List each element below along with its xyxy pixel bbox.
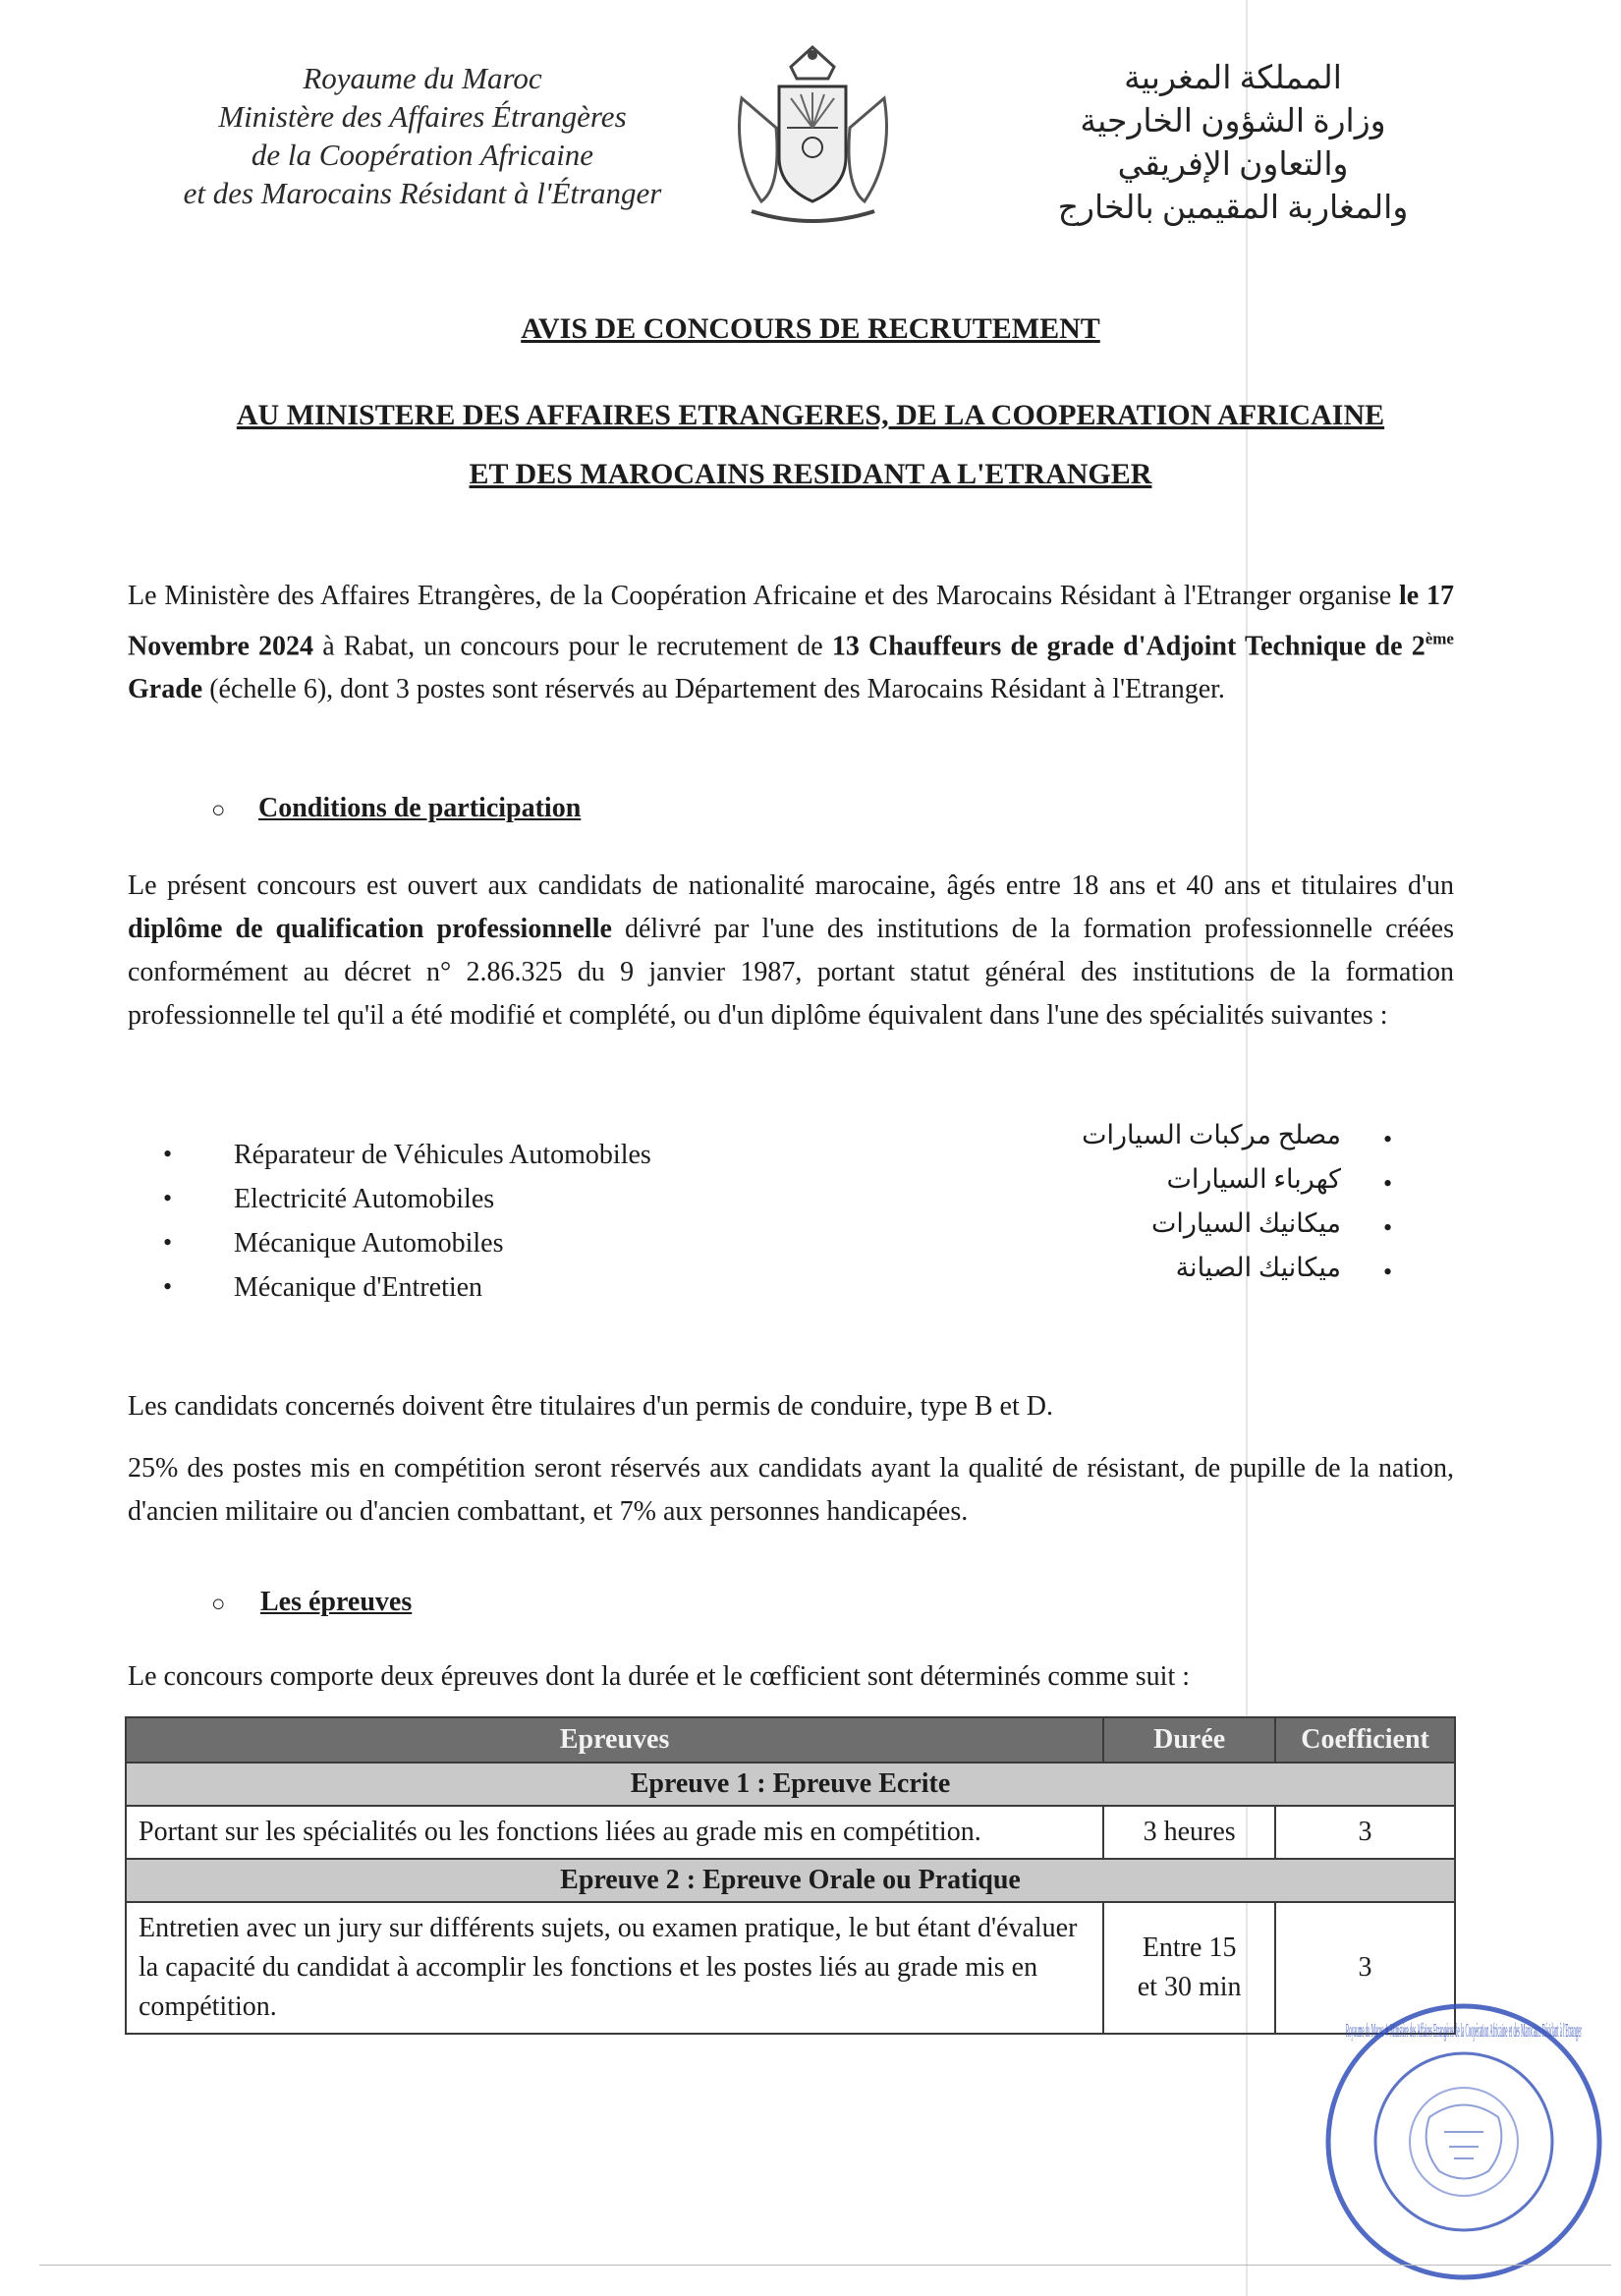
- epreuves-table: [125, 1716, 1456, 2035]
- header-left-line: et des Marocains Résidant à l'Étranger: [183, 176, 662, 210]
- table-row: [126, 1806, 1455, 1859]
- conditions-text: délivré par l'une des institutions de la formation professionnelle créées conformément au décret n° 2.86.325 du 9 janvier 1987, portant statut général des institutions de la formation professionnelle tel qu'il a été modifié et complété, ou d'un diplôme équivalent dans l'une des spécialités suivantes :: [128, 914, 1455, 1031]
- title-ministere: AU MINISTERE DES AFFAIRES ETRANGERES, DE LA COOPERATION AFRICAINE: [236, 399, 1385, 431]
- header-right-line: والتعاون الإفريقي: [1117, 147, 1349, 183]
- intro-city: à Rabat: [313, 631, 409, 662]
- intro-date: le 17 Novembre 2024: [128, 581, 1454, 662]
- intro-positions: 13 Chauffeurs de grade d'Adjoint Technique de 2: [831, 631, 1425, 662]
- list-bullet: •: [1383, 1213, 1393, 1242]
- intro-text: Le Ministère des Affaires Etrangères, de la Coopération Africaine et des Marocains Résidant à l'Etranger organise: [128, 581, 1399, 611]
- specialty-ar-item: كهرباء السيارات: [1166, 1164, 1341, 1194]
- table-header-row: [126, 1717, 1455, 1763]
- table-subheader-row: [126, 1763, 1455, 1806]
- reserve-paragraph: 25% des postes mis en compétition seront réservés aux candidats ayant la qualité de résistant, de pupille de la nation, d'ancien militaire ou d'ancien combattant, et 7% aux personnes handicapées.: [128, 1453, 1454, 1527]
- header-left-line: de la Coopération Africaine: [251, 138, 594, 172]
- specialty-ar-item: ميكانيك الصيانة: [1175, 1253, 1341, 1282]
- epreuve-1-description: Portant sur les spécialités ou les fonctions liées au grade mis en compétition.: [126, 1806, 1103, 1859]
- conditions-text: Le présent concours est ouvert aux candidats de nationalité marocaine, âgés entre 18 ans et 40 ans et titulaires d'un: [128, 870, 1454, 901]
- header-epreuves: Epreuves: [126, 1717, 1103, 1763]
- epreuve-2-coefficient: 3: [1275, 1902, 1455, 2034]
- title-marocains: ET DES MAROCAINS RESIDANT A L'ETRANGER: [469, 458, 1152, 490]
- epreuve-1-duree: 3 heures: [1103, 1806, 1275, 1859]
- specialty-fr-item: Electricité Automobiles: [234, 1184, 495, 1214]
- stamp-label: Royaume du Maroc ★ Ministère des Affaires Etrangères de la Coopération Africaine et des Marocains Résidant à l'Etranger: [1346, 2020, 1583, 2042]
- intro-text: , un concours pour le recrutement de: [408, 631, 832, 662]
- header-coefficient: Coefficient: [1275, 1717, 1455, 1763]
- header-left-line: Royaume du Maroc: [303, 61, 542, 95]
- list-bullet: •: [1383, 1125, 1393, 1153]
- official-stamp: [1321, 1999, 1606, 2284]
- list-bullet: •: [163, 1140, 173, 1168]
- table-subheader-row: [126, 1859, 1455, 1902]
- intro-paragraph: [128, 575, 1454, 711]
- header-duree: Durée: [1103, 1717, 1275, 1763]
- epreuve-2-duree: Entre 15 et 30 min: [1103, 1902, 1275, 2034]
- page-bottom-line: [39, 2265, 1611, 2266]
- list-bullet: •: [1383, 1169, 1393, 1198]
- specialty-fr-item: Mécanique d'Entretien: [234, 1272, 483, 1303]
- epreuve-1-coefficient: 3: [1275, 1806, 1455, 1859]
- table-row: [126, 1902, 1455, 2034]
- header-right-line: وزارة الشؤون الخارجية: [1080, 104, 1386, 140]
- title-avis: AVIS DE CONCOURS DE RECRUTEMENT: [521, 312, 1100, 345]
- intro-text: (échelle 6), dont 3 postes sont réservés au Département des Marocains Résidant à l'Etranger.: [202, 674, 1225, 705]
- conditions-diploma: diplôme de qualification professionnelle: [128, 914, 612, 944]
- header-right-line: والمغاربة المقيمين بالخارج: [1057, 191, 1409, 226]
- specialty-ar-item: مصلح مركبات السيارات: [1082, 1120, 1341, 1149]
- permis-paragraph: Les candidats concernés doivent être titulaires d'un permis de conduire, type B et D.: [128, 1391, 1053, 1422]
- epreuve-2-title: Epreuve 2 : Epreuve Orale ou Pratique: [126, 1859, 1455, 1902]
- list-bullet: •: [163, 1272, 173, 1301]
- intro-grade: Grade: [128, 674, 203, 705]
- epreuves-intro: Le concours comporte deux épreuves dont la durée et le cœfficient sont déterminés comme suit :: [128, 1661, 1191, 1692]
- specialty-fr-item: Mécanique Automobiles: [234, 1228, 504, 1259]
- list-bullet: •: [163, 1228, 173, 1257]
- section-conditions-title: Conditions de participation: [258, 793, 582, 823]
- section-bullet: ○: [211, 798, 226, 823]
- section-epreuves-title: Les épreuves: [260, 1587, 413, 1617]
- list-bullet: •: [163, 1184, 173, 1212]
- specialty-ar-item: ميكانيك السيارات: [1150, 1208, 1341, 1238]
- epreuve-1-title: Epreuve 1 : Epreuve Ecrite: [126, 1763, 1455, 1806]
- specialty-fr-item: Réparateur de Véhicules Automobiles: [234, 1140, 651, 1170]
- header-right-line: المملكة المغربية: [1124, 61, 1342, 96]
- list-bullet: •: [1383, 1258, 1393, 1286]
- conditions-paragraph: [128, 865, 1454, 1037]
- intro-superscript: ème: [1425, 630, 1454, 648]
- epreuve-2-description: Entretien avec un jury sur différents sujets, ou examen pratique, le but étant d'évaluer la capacité du candidat à accomplir les fonctions et les postes liés au grade mis en compétition.: [126, 1902, 1103, 2034]
- header-left-line: Ministère des Affaires Étrangères: [218, 99, 627, 134]
- header-right-arabic: [1022, 57, 1444, 230]
- coat-of-arms-emblem: [722, 39, 904, 236]
- header-left: [147, 59, 698, 212]
- section-bullet: ○: [211, 1592, 226, 1617]
